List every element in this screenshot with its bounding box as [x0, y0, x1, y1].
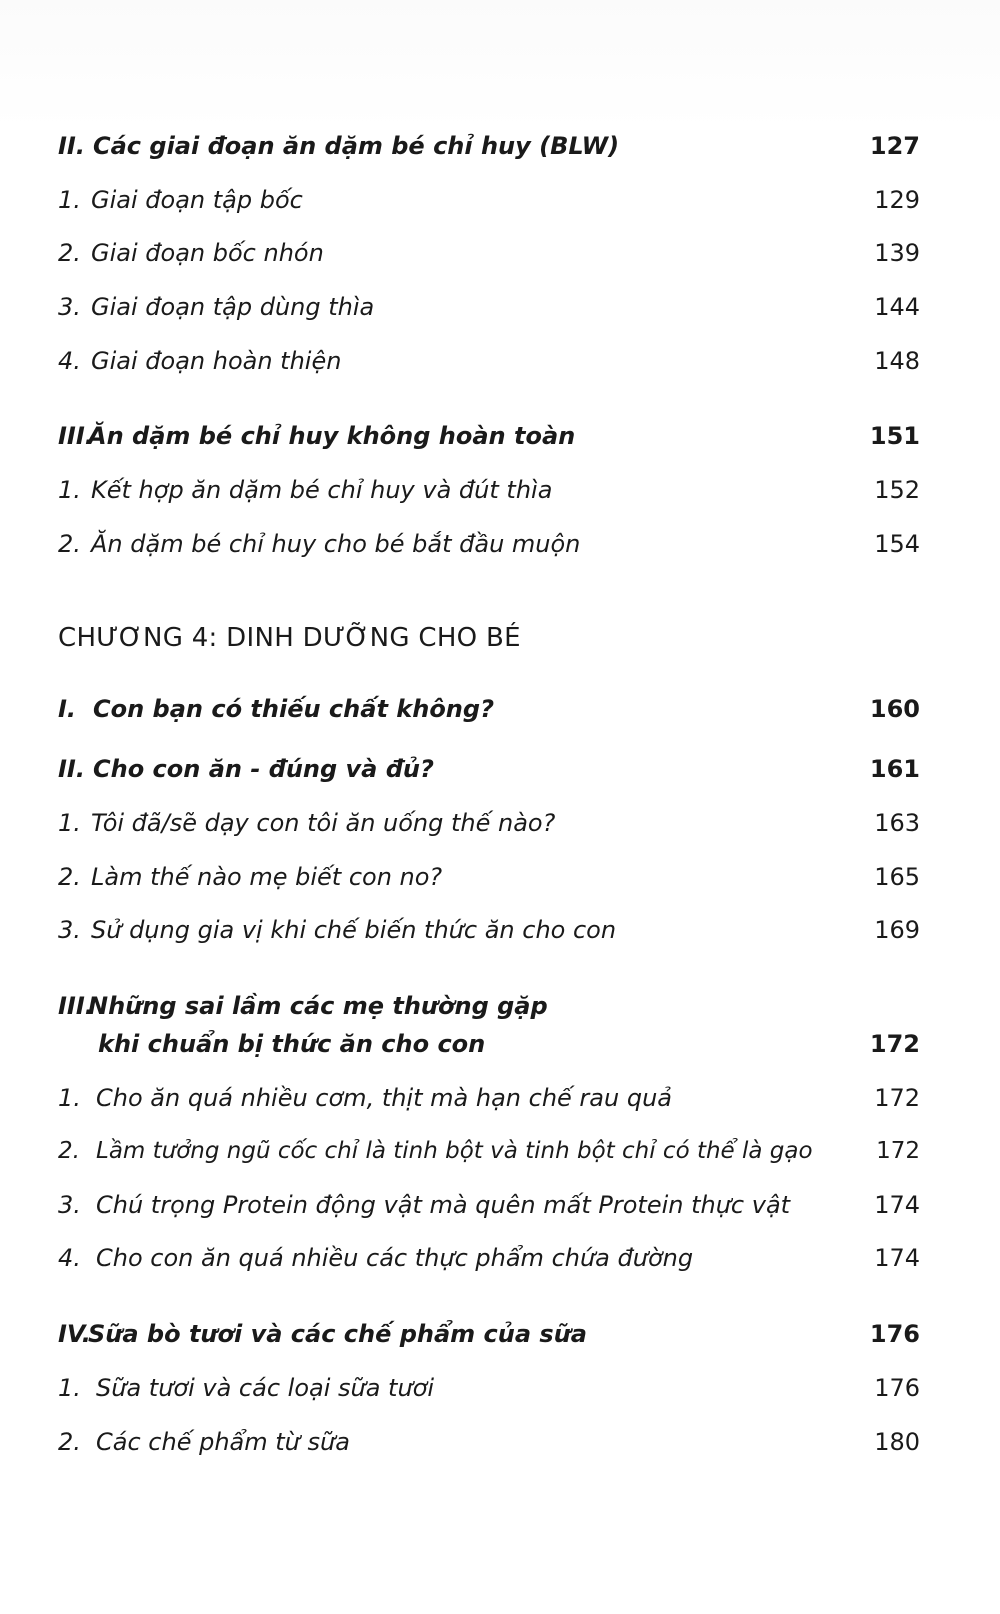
- section-number: II.: [58, 755, 85, 783]
- entry-number: 4.: [58, 1244, 81, 1272]
- page-number: 176: [874, 1374, 920, 1402]
- page-number: 172: [874, 1084, 920, 1112]
- entry-number: 3.: [58, 916, 81, 944]
- entry-number: 2.: [58, 863, 81, 891]
- entry-number: 1.: [58, 809, 81, 837]
- page-number: 180: [874, 1428, 920, 1456]
- section-number: I.: [58, 695, 77, 723]
- entry-number: 1.: [58, 1084, 81, 1112]
- page-number: 161: [869, 755, 920, 783]
- page-number: 154: [874, 530, 920, 558]
- page-number: 139: [874, 239, 920, 267]
- toc-entry-blw-1: [58, 180, 920, 220]
- page-number: 148: [874, 347, 920, 375]
- page-number: 172: [869, 1030, 920, 1058]
- toc-entry-partial-2: [58, 524, 920, 564]
- toc-entry-milk-1: [58, 1368, 920, 1408]
- toc-entry-mistakes-1: [58, 1078, 920, 1118]
- page-number: 127: [869, 132, 920, 160]
- toc-entry-mistakes-2: [58, 1131, 920, 1171]
- entry-title: Chú trọng Protein động vật mà quên mất Protein thực vật: [96, 1191, 791, 1219]
- entry-title: Làm thế nào mẹ biết con no?: [91, 863, 443, 891]
- page-number: 169: [874, 916, 920, 944]
- section-title: Ăn dặm bé chỉ huy không hoàn toàn: [88, 422, 576, 450]
- page-number: 152: [874, 476, 920, 504]
- page-number: 151: [869, 422, 920, 450]
- entry-title: Giai đoạn bốc nhón: [91, 239, 324, 267]
- entry-title: Cho ăn quá nhiều cơm, thịt mà hạn chế rau quả: [96, 1084, 672, 1112]
- chapter-heading: CHƯƠNG 4: DINH DƯỠNG CHO BÉ: [58, 623, 521, 653]
- toc-entry-mistakes-3: [58, 1185, 920, 1225]
- entry-title: Giai đoạn hoàn thiện: [91, 347, 342, 375]
- section-number: II.: [58, 132, 85, 160]
- section-title: Cho con ăn - đúng và đủ?: [93, 755, 434, 783]
- toc-entry-feeding-3: [58, 910, 920, 950]
- toc-section-iv-milk: [58, 1314, 920, 1354]
- page-number: 174: [874, 1191, 920, 1219]
- section-number: III.: [58, 992, 94, 1020]
- entry-title: Giai đoạn tập bốc: [91, 186, 303, 214]
- page-number: 174: [874, 1244, 920, 1272]
- entry-title: Lầm tưởng ngũ cốc chỉ là tinh bột và tinh bột chỉ có thể là gạo: [96, 1138, 813, 1164]
- toc-section-iii-partial: [58, 416, 920, 456]
- toc-entry-blw-2: [58, 233, 920, 273]
- entry-title: Cho con ăn quá nhiều các thực phẩm chứa đường: [96, 1244, 694, 1272]
- section-title: Sữa bò tươi và các chế phẩm của sữa: [88, 1320, 587, 1348]
- section-title-line-2: khi chuẩn bị thức ăn cho con: [98, 1030, 486, 1058]
- toc-entry-partial-1: [58, 470, 920, 510]
- toc-section-iii-mistakes-continued: [98, 1024, 920, 1064]
- section-number: IV.: [58, 1320, 91, 1348]
- toc-entry-blw-3: [58, 287, 920, 327]
- entry-title: Sữa tươi và các loại sữa tươi: [96, 1374, 435, 1402]
- entry-title: Giai đoạn tập dùng thìa: [91, 293, 375, 321]
- entry-number: 3.: [58, 1191, 81, 1219]
- entry-number: 2.: [58, 1138, 80, 1164]
- page-number: 165: [874, 863, 920, 891]
- entry-number: 1.: [58, 476, 81, 504]
- toc-entry-feeding-2: [58, 857, 920, 897]
- page-number: 176: [869, 1320, 920, 1348]
- entry-number: 4.: [58, 347, 81, 375]
- page-number: 172: [876, 1138, 920, 1164]
- toc-entry-mistakes-4: [58, 1238, 920, 1278]
- toc-section-ii-blw: [58, 126, 920, 166]
- toc-section-ii-feeding: [58, 749, 920, 789]
- section-title-line-1: Những sai lầm các mẹ thường gặp: [88, 992, 548, 1020]
- section-title: Con bạn có thiếu chất không?: [93, 695, 494, 723]
- toc-entry-milk-2: [58, 1422, 920, 1462]
- toc-section-i-deficiency: [58, 689, 920, 729]
- page-number: 163: [874, 809, 920, 837]
- section-title: Các giai đoạn ăn dặm bé chỉ huy (BLW): [93, 132, 620, 160]
- entry-number: 1.: [58, 1374, 81, 1402]
- page-number: 129: [874, 186, 920, 214]
- entry-number: 3.: [58, 293, 81, 321]
- page-number: 144: [874, 293, 920, 321]
- entry-title: Kết hợp ăn dặm bé chỉ huy và đút thìa: [91, 476, 553, 504]
- entry-number: 2.: [58, 1428, 81, 1456]
- entry-title: Sử dụng gia vị khi chế biến thức ăn cho con: [91, 916, 617, 944]
- toc-entry-feeding-1: [58, 803, 920, 843]
- entry-number: 1.: [58, 186, 81, 214]
- toc-entry-blw-4: [58, 341, 920, 381]
- entry-title: Tôi đã/sẽ dạy con tôi ăn uống thế nào?: [91, 809, 556, 837]
- section-number: III.: [58, 422, 94, 450]
- toc-section-iii-mistakes: [58, 986, 920, 1026]
- page-number: 160: [869, 695, 920, 723]
- entry-title: Các chế phẩm từ sữa: [96, 1428, 350, 1456]
- entry-number: 2.: [58, 530, 81, 558]
- entry-number: 2.: [58, 239, 81, 267]
- entry-title: Ăn dặm bé chỉ huy cho bé bắt đầu muộn: [91, 530, 581, 558]
